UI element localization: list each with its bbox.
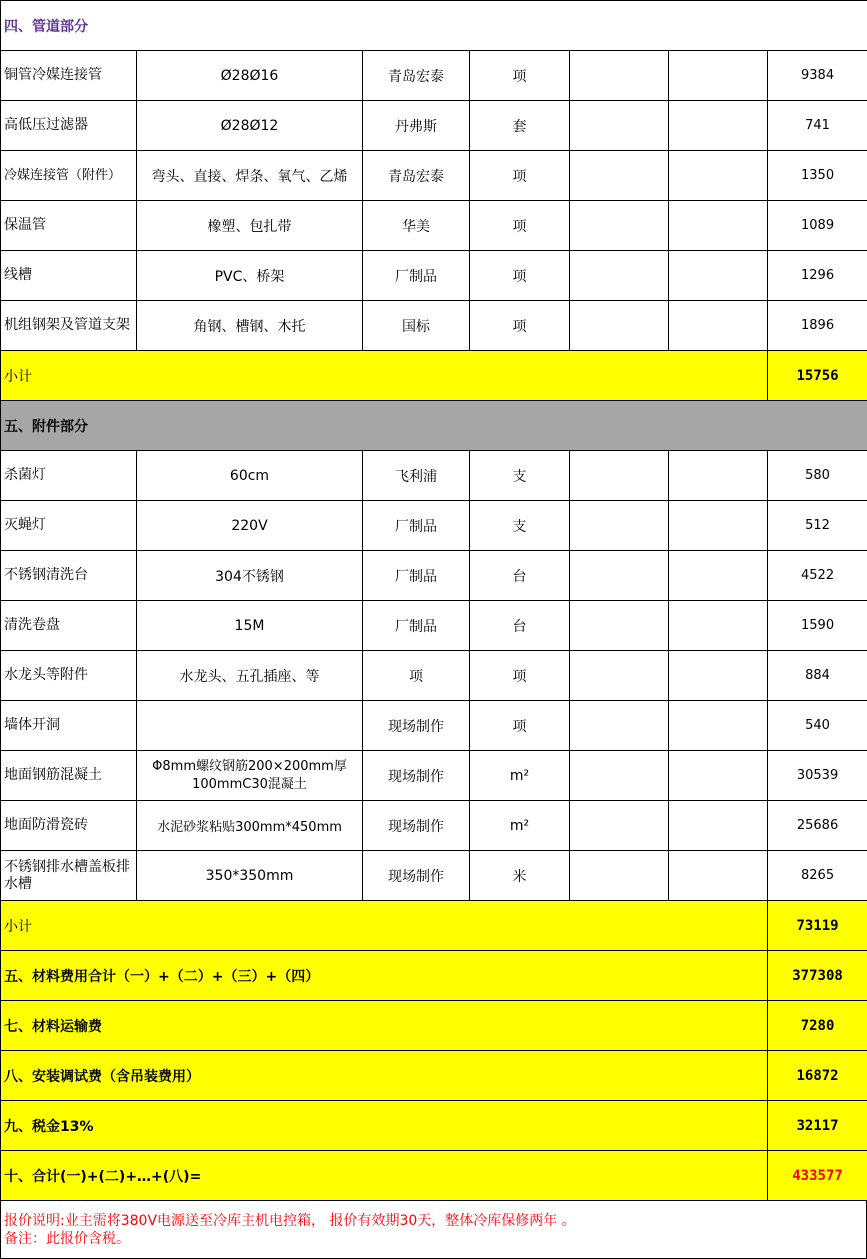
total-row <box>1 1101 867 1151</box>
item-price <box>669 51 768 101</box>
quote-note-line: 报价说明:业主需将380V电源送至冷库主机电控箱， 报价有效期30天，整体冷库保修两年 。 <box>4 1212 863 1230</box>
item-price <box>669 501 768 551</box>
item-spec: PVC、桥架 <box>137 251 363 301</box>
item-qty <box>570 101 669 151</box>
total-row <box>1 1001 867 1051</box>
item-name: 杀菌灯 <box>1 451 137 501</box>
item-qty <box>570 651 669 701</box>
item-name: 机组钢架及管道支架 <box>1 301 137 351</box>
item-unit: m² <box>470 751 570 801</box>
item-unit: 项 <box>470 701 570 751</box>
table-row <box>1 451 867 501</box>
item-brand: 厂制品 <box>363 501 470 551</box>
item-unit: 台 <box>470 551 570 601</box>
table-row <box>1 201 867 251</box>
item-brand: 项 <box>363 651 470 701</box>
item-qty <box>570 851 669 901</box>
item-unit: m² <box>470 801 570 851</box>
item-total: 512 <box>768 501 867 551</box>
table-row <box>1 851 867 901</box>
item-unit: 套 <box>470 101 570 151</box>
item-total: 8265 <box>768 851 867 901</box>
item-brand: 国标 <box>363 301 470 351</box>
item-spec: 220V <box>137 501 363 551</box>
item-unit: 项 <box>470 201 570 251</box>
grand-total-value: 433577 <box>768 1151 867 1201</box>
item-name: 地面防滑瓷砖 <box>1 801 137 851</box>
item-brand: 华美 <box>363 201 470 251</box>
table-row <box>1 101 867 151</box>
item-spec: 350*350mm <box>137 851 363 901</box>
item-price <box>669 801 768 851</box>
section-title: 四、管道部分 <box>1 1 867 51</box>
item-name: 线槽 <box>1 251 137 301</box>
item-unit: 支 <box>470 501 570 551</box>
subtotal-value: 73119 <box>768 901 867 951</box>
item-unit: 项 <box>470 151 570 201</box>
item-total: 1896 <box>768 301 867 351</box>
item-total: 1590 <box>768 601 867 651</box>
item-qty <box>570 201 669 251</box>
item-price <box>669 601 768 651</box>
subtotal-value: 15756 <box>768 351 867 401</box>
table-row <box>1 251 867 301</box>
item-total: 884 <box>768 651 867 701</box>
item-qty <box>570 701 669 751</box>
item-qty <box>570 451 669 501</box>
item-spec: 60cm <box>137 451 363 501</box>
item-spec: 弯头、直接、焊条、氧气、乙烯 <box>137 151 363 201</box>
section-title: 五、附件部分 <box>1 401 867 451</box>
grand-total-label: 十、合计(一)+(二)+…+(八)= <box>1 1151 768 1201</box>
item-brand: 现场制作 <box>363 851 470 901</box>
item-qty <box>570 751 669 801</box>
item-spec: 水龙头、五孔插座、等 <box>137 651 363 701</box>
item-name: 不锈钢清洗台 <box>1 551 137 601</box>
item-total: 1296 <box>768 251 867 301</box>
total-value: 16872 <box>768 1051 867 1101</box>
item-price <box>669 651 768 701</box>
item-price <box>669 451 768 501</box>
item-unit: 支 <box>470 451 570 501</box>
item-name: 墙体开洞 <box>1 701 137 751</box>
table-row <box>1 751 867 801</box>
quote-notes <box>0 1201 867 1259</box>
item-total: 25686 <box>768 801 867 851</box>
item-spec: 角钢、槽钢、木托 <box>137 301 363 351</box>
item-price <box>669 701 768 751</box>
item-qty <box>570 501 669 551</box>
table-row <box>1 501 867 551</box>
item-price <box>669 251 768 301</box>
remark-line: 备注：此报价含税。 <box>4 1230 863 1248</box>
grand-total-row <box>1 1151 867 1201</box>
item-spec <box>137 701 363 751</box>
item-name: 地面钢筋混凝土 <box>1 751 137 801</box>
total-value: 7280 <box>768 1001 867 1051</box>
item-total: 741 <box>768 101 867 151</box>
item-total: 540 <box>768 701 867 751</box>
subtotal-row <box>1 901 867 951</box>
item-qty <box>570 551 669 601</box>
item-unit: 项 <box>470 301 570 351</box>
item-brand: 厂制品 <box>363 551 470 601</box>
table-row <box>1 301 867 351</box>
item-name: 冷媒连接管（附件） <box>1 151 137 201</box>
total-row <box>1 1051 867 1101</box>
item-name: 清洗卷盘 <box>1 601 137 651</box>
table-row <box>1 701 867 751</box>
item-unit: 项 <box>470 651 570 701</box>
item-qty <box>570 301 669 351</box>
item-spec: 15M <box>137 601 363 651</box>
table-row <box>1 601 867 651</box>
item-unit: 米 <box>470 851 570 901</box>
item-unit: 项 <box>470 51 570 101</box>
item-unit: 台 <box>470 601 570 651</box>
item-qty <box>570 601 669 651</box>
item-qty <box>570 801 669 851</box>
table-row <box>1 801 867 851</box>
table-row <box>1 651 867 701</box>
item-qty <box>570 151 669 201</box>
item-name: 保温管 <box>1 201 137 251</box>
table-row <box>1 551 867 601</box>
subtotal-label: 小计 <box>1 351 768 401</box>
item-price <box>669 751 768 801</box>
item-name: 铜管冷媒连接管 <box>1 51 137 101</box>
subtotal-label: 小计 <box>1 901 768 951</box>
item-price <box>669 151 768 201</box>
item-price <box>669 201 768 251</box>
item-brand: 现场制作 <box>363 751 470 801</box>
total-value: 32117 <box>768 1101 867 1151</box>
item-qty <box>570 251 669 301</box>
item-price <box>669 301 768 351</box>
item-name: 不锈钢排水槽盖板排水槽 <box>1 851 137 901</box>
item-name: 灭蝇灯 <box>1 501 137 551</box>
item-brand: 厂制品 <box>363 601 470 651</box>
total-value: 377308 <box>768 951 867 1001</box>
item-spec: 304不锈钢 <box>137 551 363 601</box>
item-brand: 青岛宏泰 <box>363 151 470 201</box>
item-brand: 现场制作 <box>363 701 470 751</box>
total-row <box>1 951 867 1001</box>
item-total: 4522 <box>768 551 867 601</box>
item-name: 高低压过滤器 <box>1 101 137 151</box>
item-price <box>669 101 768 151</box>
item-total: 9384 <box>768 51 867 101</box>
item-unit: 项 <box>470 251 570 301</box>
item-brand: 厂制品 <box>363 251 470 301</box>
item-spec: Φ8mm螺纹钢筋200×200mm厚100mmC30混凝土 <box>137 751 363 801</box>
section-header <box>1 401 867 451</box>
item-spec: Ø28Ø12 <box>137 101 363 151</box>
item-spec: 水泥砂浆粘贴300mm*450mm <box>137 801 363 851</box>
section-header <box>1 1 867 51</box>
item-brand: 丹弗斯 <box>363 101 470 151</box>
item-total: 30539 <box>768 751 867 801</box>
total-label: 九、税金13% <box>1 1101 768 1151</box>
item-brand: 现场制作 <box>363 801 470 851</box>
item-total: 1350 <box>768 151 867 201</box>
item-brand: 飞利浦 <box>363 451 470 501</box>
total-label: 七、材料运输费 <box>1 1001 768 1051</box>
subtotal-row <box>1 351 867 401</box>
item-spec: Ø28Ø16 <box>137 51 363 101</box>
total-label: 五、材料费用合计（一）+（二）+（三）+（四） <box>1 951 768 1001</box>
item-total: 580 <box>768 451 867 501</box>
item-name: 水龙头等附件 <box>1 651 137 701</box>
item-price <box>669 851 768 901</box>
item-qty <box>570 51 669 101</box>
item-total: 1089 <box>768 201 867 251</box>
item-brand: 青岛宏泰 <box>363 51 470 101</box>
table-row <box>1 151 867 201</box>
total-label: 八、安装调试费（含吊装费用） <box>1 1051 768 1101</box>
item-price <box>669 551 768 601</box>
table-row <box>1 51 867 101</box>
item-spec: 橡塑、包扎带 <box>137 201 363 251</box>
